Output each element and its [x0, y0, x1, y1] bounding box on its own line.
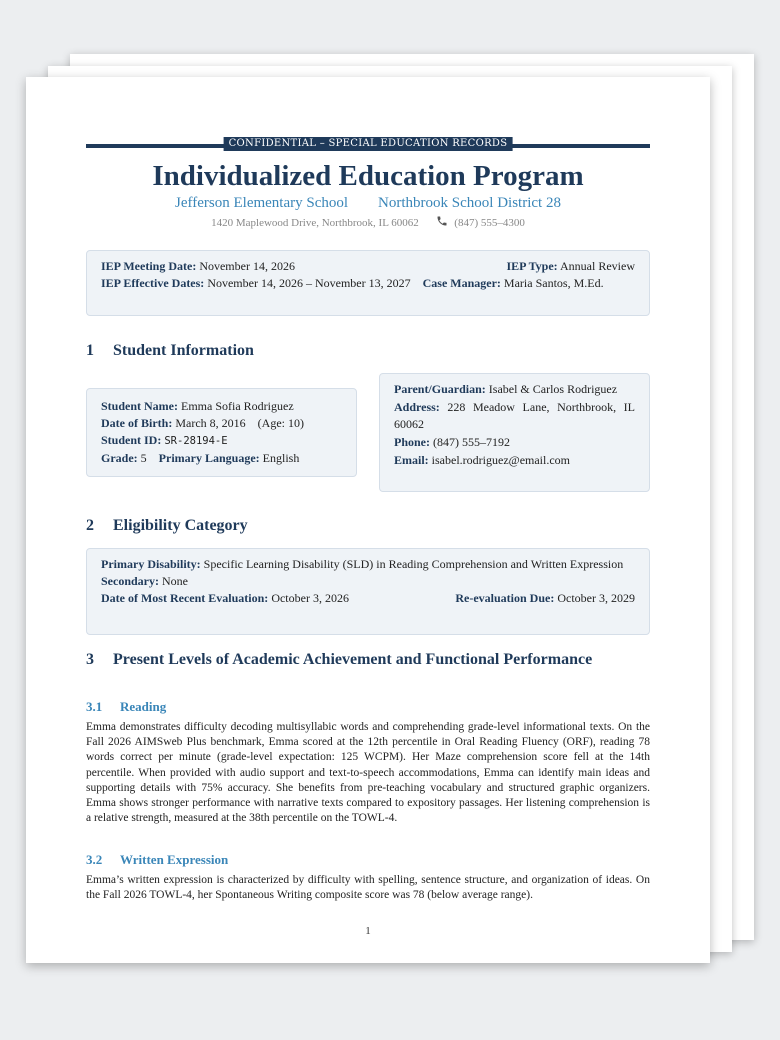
contact-line — [86, 215, 650, 230]
section-number: 1 — [86, 342, 94, 359]
grade-row — [101, 450, 342, 467]
section-heading-eligibility — [86, 515, 650, 536]
school-phone: (847) 555–4300 — [454, 217, 525, 229]
section-heading-student-info — [86, 340, 650, 361]
reading-paragraph: Emma demonstrates difficulty decoding multisyllabic words and comprehending grade-level informational texts. On the Fall 2026 AIMSweb Plus benchmark, Emma scored at the 12th percentile in Oral Reading Fluency (ORF), reading 78 words correct per minute (grade-level expectation: 125 WCPM). Her Maze comprehension score fell at the 14th percentile. When provided with audio support and text-to-speech accommodations, Emma can identify main ideas and supporting details with 75% accuracy. She benefits from pre-teaching vocabulary and structured graphic organizers. Emma shows stronger performance with narrative texts compared to expository passages. Her listening comprehension is a relative strength, measured at the 38th percentile on the TOWL-4. — [86, 721, 650, 825]
page-number: 1 — [365, 925, 371, 937]
reevaluation-date: October 3, 2029 — [557, 591, 635, 605]
student-id: SR-28194-E — [164, 435, 228, 447]
primary-disability: Specific Learning Disability (SLD) in Reading Comprehension and Written Expression — [203, 557, 624, 571]
primary-language: English — [262, 451, 300, 465]
evaluation-date-label: Date of Most Recent Evaluation: — [101, 591, 269, 605]
section-number: 2 — [86, 517, 94, 534]
guardian-address: 228 Meadow Lane, Northbrook, IL 60062 — [394, 400, 636, 431]
dob-row — [101, 415, 342, 432]
grade: 5 — [140, 451, 147, 465]
school-name: Jefferson Elementary School — [175, 195, 349, 211]
meeting-date-label: IEP Meeting Date: — [101, 259, 197, 273]
guardian-email-label: Email: — [394, 453, 429, 467]
section-heading-present-levels — [86, 649, 650, 670]
guardian-label: Parent/Guardian: — [394, 382, 486, 396]
confidential-banner: CONFIDENTIAL – SPECIAL EDUCATION RECORDS — [224, 137, 513, 151]
guardian-name: Isabel & Carlos Rodriguez — [488, 382, 618, 396]
student-name-row — [101, 398, 342, 415]
dob-label: Date of Birth: — [101, 416, 173, 430]
iep-type: Annual Review — [560, 259, 635, 273]
effective-dates: November 14, 2026 – November 13, 2027 — [207, 276, 411, 290]
secondary-disability: None — [162, 574, 188, 588]
guardian-row — [394, 381, 635, 398]
written-expression-paragraph: Emma’s written expression is characterized by difficulty with spelling, sentence structure, and organization of ideas. On the Fall 2026 TOWL-4, her Spontaneous Writing composite score was 78 (below average range). — [86, 874, 650, 902]
student-name-label: Student Name: — [101, 399, 178, 413]
evaluation-row — [101, 590, 635, 607]
guardian-info-box — [379, 373, 650, 492]
primary-disability-row — [101, 556, 635, 573]
meeting-info-box — [86, 250, 650, 316]
subsection-title: Written Expression — [120, 852, 229, 867]
case-manager: Maria Santos, M.Ed. — [503, 276, 604, 290]
subsection-number: 3.1 — [86, 699, 103, 714]
reevaluation-label: Re-evaluation Due: — [455, 591, 555, 605]
subsection-number: 3.2 — [86, 852, 103, 867]
dob: March 8, 2016 — [175, 416, 246, 430]
student-id-row — [101, 432, 342, 450]
school-address: 1420 Maplewood Drive, Northbrook, IL 60062 — [211, 217, 419, 229]
guardian-phone-label: Phone: — [394, 435, 430, 449]
student-name: Emma Sofia Rodriguez — [181, 399, 294, 413]
iep-type-label: IEP Type: — [506, 259, 558, 273]
confidential-header — [86, 137, 650, 151]
student-age: (Age: 10) — [257, 416, 304, 430]
district-name: Northbrook School District 28 — [378, 195, 561, 211]
grade-label: Grade: — [101, 451, 138, 465]
school-line — [86, 194, 650, 212]
meeting-row-1 — [101, 258, 635, 275]
section-title: Eligibility Category — [113, 517, 248, 534]
meeting-row-2 — [101, 275, 635, 292]
evaluation-date: October 3, 2026 — [271, 591, 349, 605]
document-page — [26, 77, 710, 963]
subsection-heading-written-expression — [86, 852, 650, 868]
guardian-email: isabel.rodriguez@email.com — [431, 453, 571, 467]
section-title: Student Information — [113, 342, 254, 359]
subsection-title: Reading — [120, 699, 167, 714]
guardian-address-row — [394, 399, 635, 433]
guardian-phone-row — [394, 434, 635, 451]
section-number: 3 — [86, 651, 94, 668]
guardian-phone: (847) 555–7192 — [433, 435, 510, 449]
section-title: Present Levels of Academic Achievement and Functional Performance — [113, 651, 593, 668]
meeting-date: November 14, 2026 — [199, 259, 295, 273]
case-manager-label: Case Manager: — [422, 276, 501, 290]
document-title: Individualized Education Program — [152, 160, 584, 192]
student-info-box — [86, 388, 357, 477]
language-label: Primary Language: — [158, 451, 260, 465]
primary-disability-label: Primary Disability: — [101, 557, 201, 571]
student-id-label: Student ID: — [101, 433, 162, 447]
phone-icon — [436, 215, 448, 227]
guardian-email-row — [394, 452, 635, 469]
guardian-address-label: Address: — [394, 400, 440, 414]
eligibility-box — [86, 548, 650, 635]
subsection-heading-reading — [86, 699, 650, 715]
secondary-disability-row — [101, 573, 635, 590]
effective-dates-label: IEP Effective Dates: — [101, 276, 205, 290]
secondary-label: Secondary: — [101, 574, 159, 588]
